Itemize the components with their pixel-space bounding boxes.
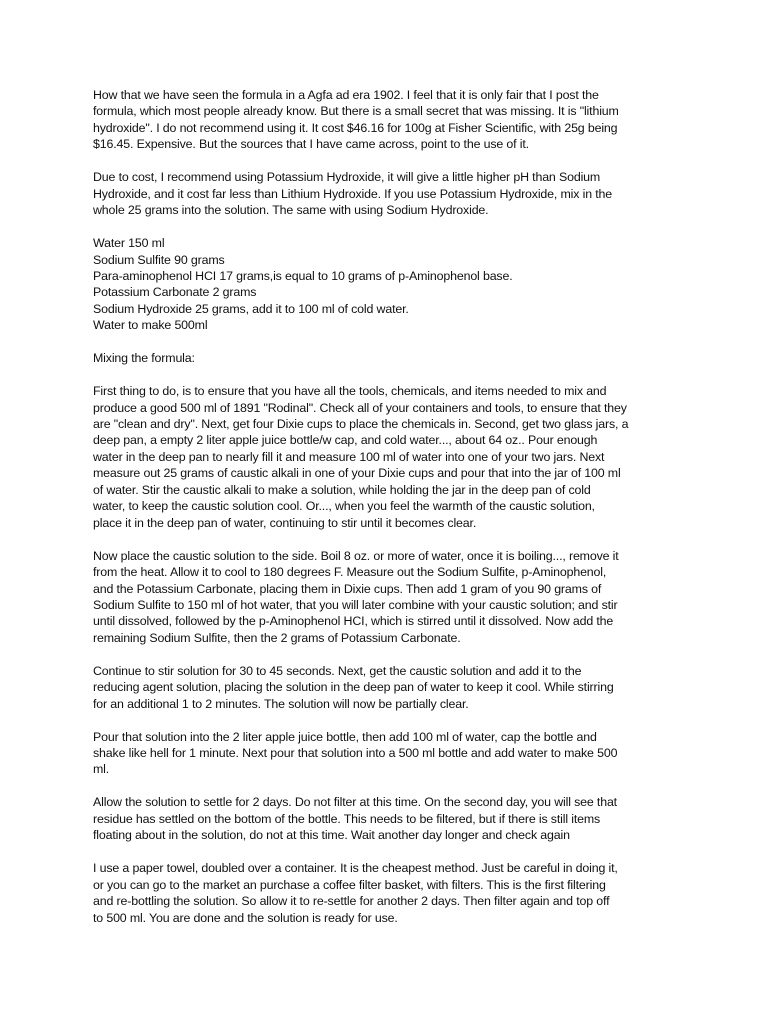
text-line: Now place the caustic solution to the side. Boil 8 oz. or more of water, once it is boiling..., remove it	[93, 548, 619, 563]
text-line: residue has settled on the bottom of the bottle. This needs to be filtered, but if there is still items	[93, 811, 601, 826]
text-line: remaining Sodium Sulfite, then the 2 grams of Potassium Carbonate.	[93, 630, 461, 645]
text-line: and the Potassium Carbonate, placing them in Dixie cups. Then add 1 gram of you 90 grams of	[93, 581, 602, 596]
text-line: Continue to stir solution for 30 to 45 seconds. Next, get the caustic solution and add it to the	[93, 663, 582, 678]
paragraph	[93, 169, 683, 218]
paragraph	[93, 548, 683, 647]
text-line: to 500 ml. You are done and the solution is ready for use.	[93, 910, 398, 925]
text-line: Allow the solution to settle for 2 days. Do not filter at this time. On the second day, you will see that	[93, 795, 617, 810]
text-line: shake like hell for 1 minute. Next pour that solution into a 500 ml bottle and add water to make 500	[93, 746, 618, 761]
text-line: are "clean and dry". Next, get four Dixie cups to place the chemicals in. Second, get two glass jars, a	[93, 417, 629, 431]
text-line: whole 25 grams into the solution. The same with using Sodium Hydroxide.	[93, 203, 489, 218]
text-line: Mixing the formula:	[93, 351, 195, 366]
text-line: produce a good 500 ml of 1891 "Rodinal". Check all of your containers and tools, to ensure that they	[93, 400, 627, 415]
text-line: from the heat. Allow it to cool to 180 degrees F. Measure out the Sodium Sulfite, p-Aminophenol,	[93, 565, 607, 580]
text-line: deep pan, a empty 2 liter apple juice bottle/w cap, and cold water..., about 64 oz.. Pour enough	[93, 433, 598, 448]
text-line: and re-bottling the solution. So allow it to re-settle for another 2 days. Then filter again and top off	[93, 894, 610, 909]
paragraph	[93, 87, 683, 153]
text-line: Sodium Sulfite to 150 ml of hot water, that you will later combine with your caustic solution; and stir	[93, 597, 618, 612]
paragraph	[93, 663, 683, 712]
text-line: for an additional 1 to 2 minutes. The solution will now be partially clear.	[93, 696, 469, 711]
document-page	[93, 87, 683, 942]
text-line: water, to keep the caustic solution cool. Or..., when you feel the warmth of the caustic solution,	[93, 499, 595, 514]
text-line: How that we have seen the formula in a Agfa ad era 1902. I feel that it is only fair that I post the	[93, 88, 599, 102]
paragraph	[93, 794, 683, 843]
paragraph	[93, 729, 683, 778]
text-line: Due to cost, I recommend using Potassium Hydroxide, it will give a little higher pH than Sodium	[93, 170, 601, 185]
text-line: of water. Stir the caustic alkali to make a solution, while holding the jar in the deep pan of cold	[93, 482, 591, 497]
text-line: First thing to do, is to ensure that you have all the tools, chemicals, and items needed to mix and	[93, 384, 607, 399]
text-line: water in the deep pan to nearly fill it and measure 100 ml of water into one of your two jars. Next	[93, 449, 605, 464]
text-line: Hydroxide, and it cost far less than Lithium Hydroxide. If you use Potassium Hydroxide, mix in the	[93, 186, 613, 201]
text-line: until dissolved, followed by the p-Aminophenol HCI, which is stirred until it dissolved. Now add the	[93, 614, 614, 629]
text-line: Sodium Sulfite 90 grams	[93, 252, 225, 267]
text-line: floating about in the solution, do not at this time. Wait another day longer and check again	[93, 828, 570, 843]
text-line: or you can go to the market an purchase a coffee filter basket, with filters. This is the first filtering	[93, 877, 606, 892]
paragraph	[93, 235, 683, 334]
paragraph	[93, 860, 683, 926]
text-line: hydroxide". I do not recommend using it. It cost $46.16 for 100g at Fisher Scientific, with 25g being	[93, 120, 618, 135]
text-line: Potassium Carbonate 2 grams	[93, 285, 257, 300]
paragraph	[93, 383, 683, 531]
text-line: Sodium Hydroxide 25 grams, add it to 100 ml of cold water.	[93, 301, 409, 316]
text-line: I use a paper towel, doubled over a container. It is the cheapest method. Just be careful in doing it,	[93, 861, 618, 876]
text-line: place it in the deep pan of water, continuing to stir until it becomes clear.	[93, 515, 477, 530]
text-line: Water 150 ml	[93, 236, 165, 251]
text-line: Para-aminophenol HCI 17 grams,is equal to 10 grams of p-Aminophenol base.	[93, 268, 513, 283]
text-line: $16.45. Expensive. But the sources that I have came across, point to the use of it.	[93, 137, 529, 152]
text-line: Water to make 500ml	[93, 318, 208, 333]
paragraph	[93, 350, 683, 366]
text-line: ml.	[93, 762, 110, 777]
text-line: formula, which most people already know. But there is a small secret that was missing. It is "lithium	[93, 104, 619, 119]
text-line: reducing agent solution, placing the solution in the deep pan of water to keep it cool. While stirring	[93, 680, 614, 695]
text-line: measure out 25 grams of caustic alkali in one of your Dixie cups and pour that into the jar of 100 ml	[93, 466, 621, 481]
text-line: Pour that solution into the 2 liter apple juice bottle, then add 100 ml of water, cap the bottle and	[93, 729, 597, 744]
